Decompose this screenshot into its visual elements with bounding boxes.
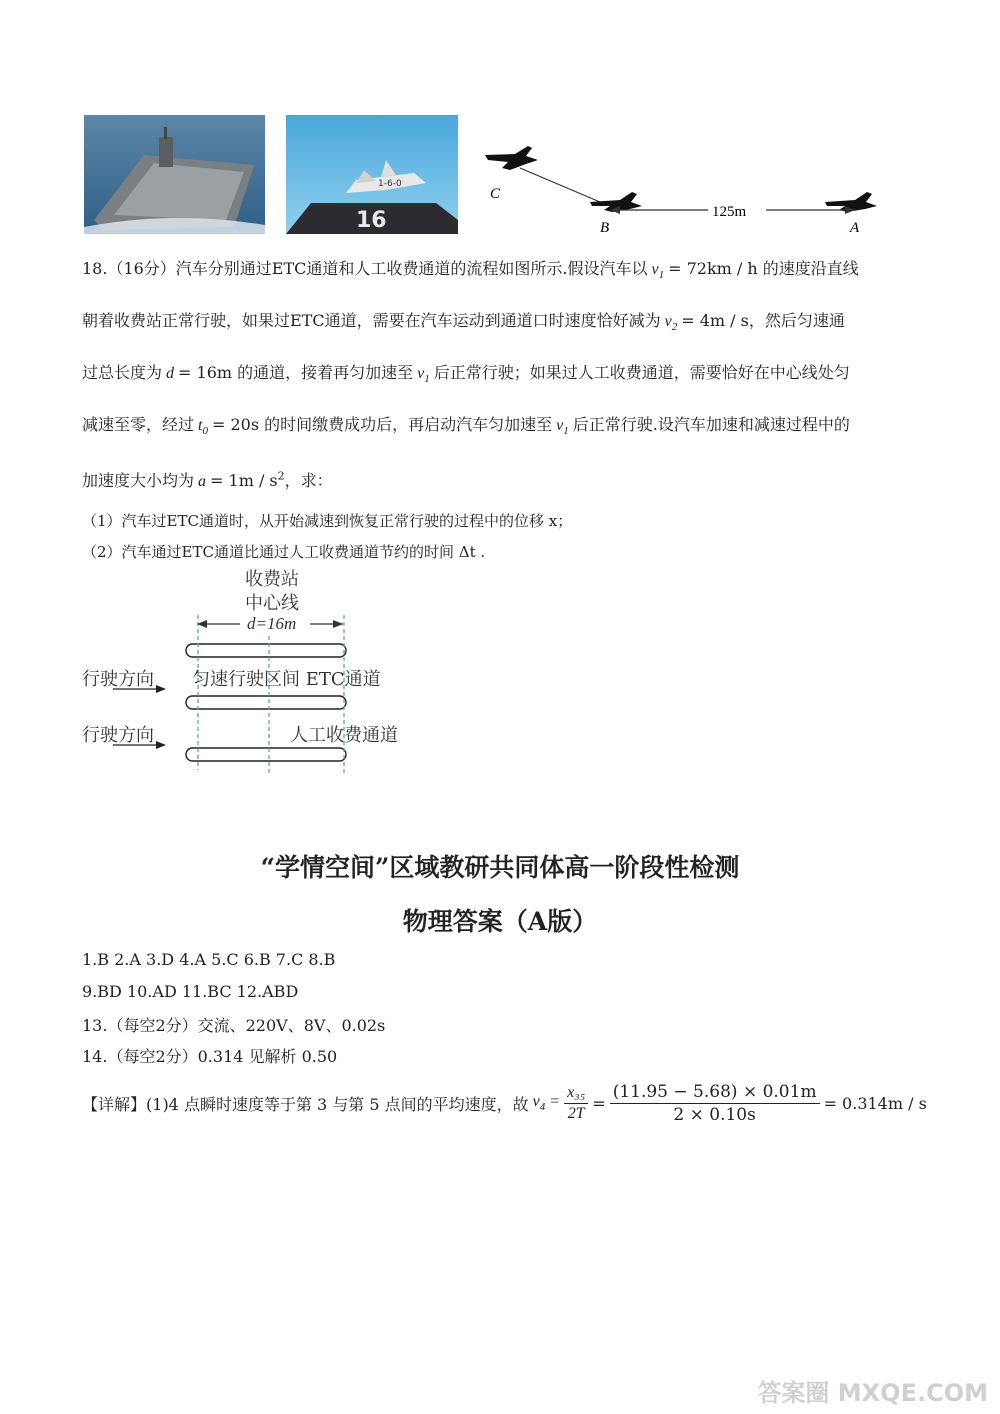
q18-line2: 朝着收费站正常行驶，如果过ETC通道，需要在汽车运动到通道口时速度恰好减为 $v_2 = 4m / s$，然后匀速通 <box>82 311 845 334</box>
deck-number-text: 16 <box>356 208 387 233</box>
answer-row-1: 1.B 2.A 3.D 4.A 5.C 6.B 7.C 8.B <box>82 950 336 969</box>
jet-landing-photo <box>286 115 458 234</box>
jet-c-icon <box>485 146 538 170</box>
watermark-logo: 答案圈 MXQE.COM <box>757 1379 988 1407</box>
etc-lane-bottom <box>186 696 346 709</box>
manual-lane-label: 人工收费通道 <box>290 725 398 746</box>
q18-line3: 过总长度为 d = 16m 的通道，接着再匀加速至 $v_1$ 后正常行驶；如果过人工收费通道，需要恰好在中心线处匀 <box>82 363 850 386</box>
fraction-2: $\frac{(11.95 - 5.68) \times 0.01m}{2 \times 0.10s}$ <box>610 1082 820 1125</box>
etc-lane-top <box>186 644 346 657</box>
station-label: 收费站 <box>245 569 299 590</box>
detail-text: (1)4 点瞬时速度等于第 3 与第 5 点间的平均速度，故 <box>146 1095 529 1114</box>
q18-line1: 18.（16分）汽车分别通过ETC通道和人工收费通道的流程如图所示.假设汽车以 $v_1 = 72km / h$ 的速度沿直线 <box>82 259 859 282</box>
q18-sub1: （1）汽车过ETC通道时，从开始减速到恢复正常行驶的过程中的位移 x； <box>82 512 573 530</box>
toll-diagram <box>80 565 440 780</box>
label-b: B <box>600 220 610 236</box>
answer-row-3: 13.（每空2分）交流、220V、8V、0.02s <box>82 1016 386 1035</box>
etc-lane-label: 匀速行驶区间 ETC通道 <box>192 669 381 690</box>
answer-subtitle: 物理答案（A版） <box>402 907 598 936</box>
direction-arrow-icon-1 <box>156 685 166 693</box>
jet-number-text: 1-6-0 <box>378 179 402 189</box>
q18-line4: 减速至零，经过 $t_0 = 20s$ 的时间缴费成功后，再启动汽车匀加速至 $v_1$ 后正常行驶.设汽车加速和减速过程中的 <box>82 415 850 438</box>
q18-line5: 加速度大小均为 $a = 1m / s^2$，求： <box>82 469 333 490</box>
q18-sub2: （2）汽车通过ETC通道比通过人工收费通道节约的时间 Δt . <box>82 543 486 561</box>
direction-label-2: 行驶方向 <box>82 725 154 746</box>
result-value: = 0.314m / s <box>823 1094 927 1113</box>
centerline-label: 中心线 <box>245 593 299 614</box>
distance-label: 125m <box>712 204 747 220</box>
aircraft-carrier-photo <box>84 115 265 234</box>
answer-detail: 【详解】 (1)4 点瞬时速度等于第 3 与第 5 点间的平均速度，故 $v_4$ = $\frac{\text{x₃₅}}{2T}$ = $\frac{(11.95 - 5.68) \times 0.01m}{2 \times 0.10s}$ = 0.314m / s <box>82 1082 927 1125</box>
label-a: A <box>850 220 860 236</box>
d-arrow-right-icon <box>333 620 343 628</box>
answer-row-4: 14.（每空2分）0.314 见解析 0.50 <box>82 1047 338 1066</box>
detail-tag: 【详解】 <box>82 1095 147 1114</box>
d-length-label: d=16m <box>247 614 297 633</box>
answer-row-2: 9.BD 10.AD 11.BC 12.ABD <box>82 982 299 1001</box>
manual-lane <box>186 748 346 761</box>
direction-label-1: 行驶方向 <box>82 669 154 690</box>
direction-arrow-icon-2 <box>156 741 166 749</box>
runway-schematic <box>480 140 900 240</box>
label-c: C <box>490 186 501 202</box>
glide-path-line <box>520 168 600 202</box>
fraction-1: $\frac{\text{x₃₅}}{2T}$ <box>564 1084 588 1123</box>
answer-title: “学情空间”区域教研共同体高一阶段性检测 <box>260 853 740 882</box>
